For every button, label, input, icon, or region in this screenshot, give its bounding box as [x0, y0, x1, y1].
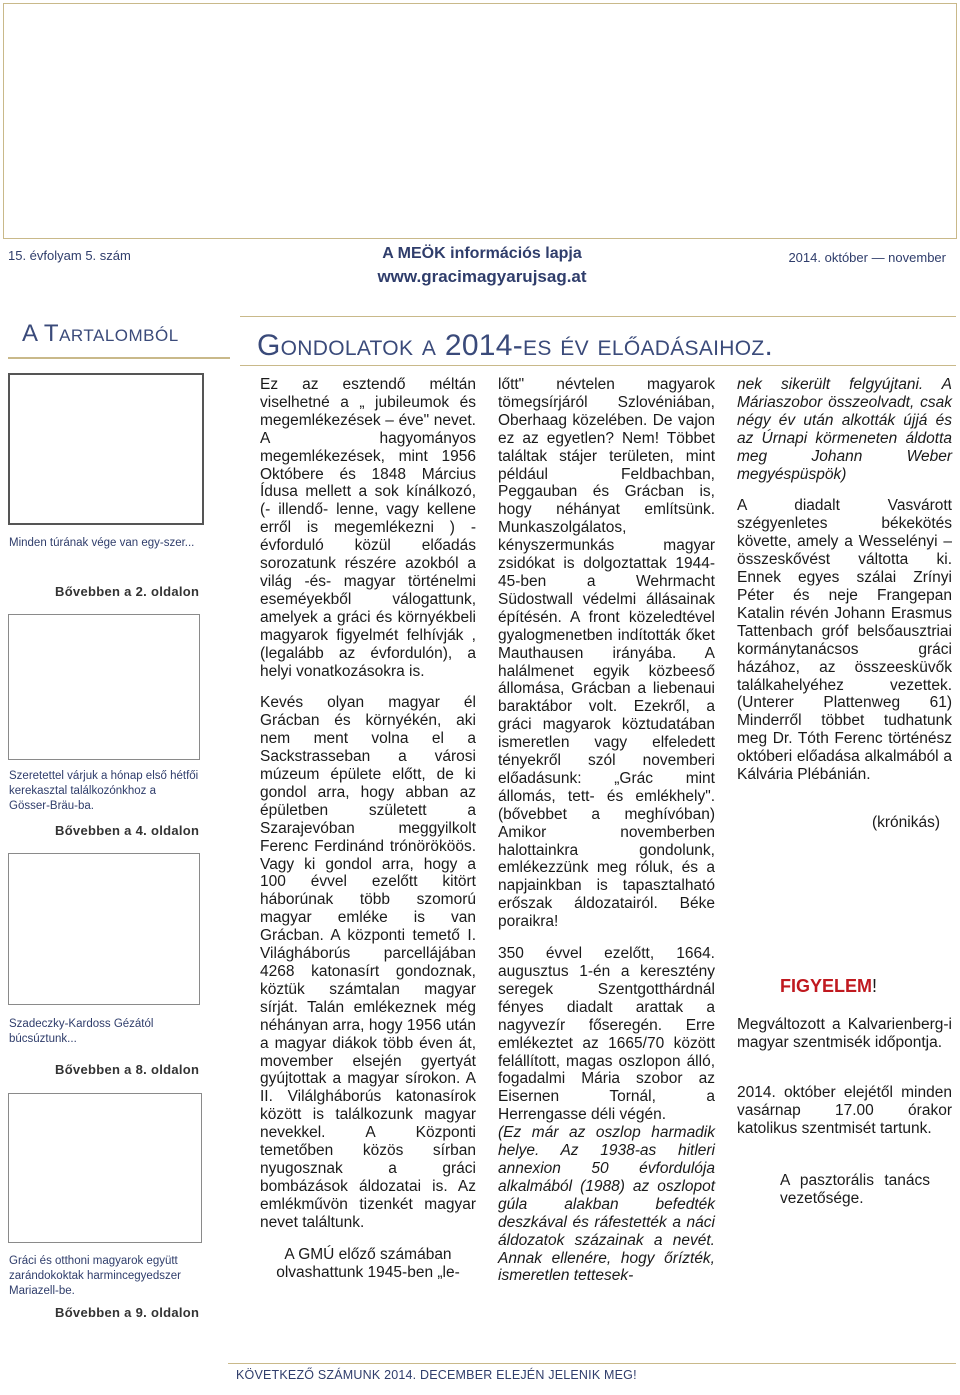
masthead-banner: [3, 3, 957, 239]
toc-item-2-desc: Szeretettel várjuk a hónap első hétfői kerekasztal találkozónkhoz a Gösser-Bräu-ba.: [9, 770, 199, 812]
title-underline: [240, 365, 956, 366]
article-paragraph-italic: (Ez már az oszlop harmadik helye. Az 1938-as hitleri annexion 50 évfordulója alkalmából (1988) az oszlopot gúla alakban befedték deszkával és ráfestették a náci áldozatok százainak a nevét. Annak ellenére, hogy őrízték, ismeretlen tettesek-: [498, 1124, 715, 1285]
header-divider: [240, 316, 956, 317]
notice-signature: A pasztorális tanács vezetősége.: [780, 1172, 930, 1207]
issue-date: 2014. október — november: [788, 250, 946, 265]
toc-image-frame-3: [8, 853, 200, 1005]
notice-paragraph-2: 2014. október elejétől minden vasárnap 17.00 órakor katolikus szentmisét tartunk.: [737, 1084, 952, 1137]
toc-item-4-desc: Gráci és otthoni magyarok együtt zarándokoktak harmincegyedszer Mariazell-be.: [9, 1255, 181, 1297]
article-paragraph: 350 évvel ezelőtt, 1664. augusztus 1-én a keresztény seregek Szentgotthárdnál fényes diadalt arattak a nagyvezír főseregén. Erre emlékeztet az 1665/70 között felállított, magas oszlopon álló, fogadalmi Mária szobor az Eisernen Tornál, a Herrengasse déli végén.: [498, 945, 715, 1124]
toc-image-frame-1: [8, 373, 204, 525]
issue-volume: 15. évfolyam 5. szám: [8, 248, 131, 263]
article-paragraph: A GMÚ előző számában olvashattunk 1945-ben „le-: [276, 1245, 460, 1281]
article-paragraph: Ez az esztendő méltán viselhetné a „ jubileumok és megemlékezések – éve" nevet. A hagyományos megemlékezések, mint 1956 Októbere és 1848 Március Ídusa mellett a sok kínálkozó, (- illendő- lenne, vagy kellene erről is megemlékezni ) - évforduló közül előadás sorozatunk részére azokból a világ -és- magyar történelmi eseméyekből válogattunk, amelyek a gráci és környékbeli magyarok figyelmét felhívják ,(legalább az évfordulón), a helyi vonatkozásokra is.: [260, 376, 476, 680]
next-issue-notice: KÖVETKEZŐ SZÁMUNK 2014. DECEMBER ELEJÉN JELENIK MEG!: [236, 1368, 637, 1382]
toc-item-1-more-link[interactable]: Bővebben a 2. oldalon: [55, 584, 200, 599]
article-column-3: [737, 376, 952, 846]
publisher-block: [352, 245, 612, 287]
notice-title-mark: !: [872, 976, 878, 996]
notice-title: [780, 976, 877, 997]
article-signature: (krónikás): [871, 813, 940, 831]
notice-title-text: FIGYELEM: [780, 976, 873, 996]
article-column-2: [498, 376, 715, 1299]
publisher-name: A MEÖK információs lapja: [382, 245, 582, 262]
article-paragraph: A diadalt Vasvárott szégyenletes békekötés követte, amely a Wesselényi – összeskővést váltotta ki. Ennek egyes szálai Zrínyi Péter és neje Frangepan Katalin révén Johann Erasmus Tattenbach gróf belsőausztriai kormánytanácsos gráci házához, az összeesküvők találkahelyéhez vezettek. (Unterer Plattenweg 61) Minderről többet tudhatunk meg Dr. Tóth Ferenc történész októberi előadása alkalmából a Kálvária Plébánián.: [737, 497, 952, 784]
article-paragraph: Kevés olyan magyar él Grácban és környékén, aki nem ment volna el a Sackstrasseban a városi múzeum épülete előtt, de ki gondol arra, hogy abban az épületben született a Szarajevóban meggyilkolt Ferenc Ferdinánd trónörököös. Vagy ki gondol arra, hogy a 100 évvel ezelőtt kitört háborúnak több szomorú magyar emléke is van Grácban. A központi temető I. Világháborús parcellájában 4268 katonasírt gondoznak, köztük számtalan magyar sírját. Talán emlékeznek még néhányan arra, hogy 1956 után a magyar diákok több éven át, movember elsején gyertyát gyújtottak a magyar sírokon. A II. Vilálgháborús katonasírok között is találkozunk magyar nevekkel. A Központi temetőben közös sírban nyugosznak a gráci bombázások áldozatai is. Az emlékművön tizenkét magyar nevet találtunk.: [260, 694, 476, 1231]
article-column-1: [260, 376, 476, 1295]
article-paragraph-italic: nek sikerült felgyújtani. A Máriaszobor összeolvadt, csak négy év után alkották újjá és az Úrnapi körmeneten áldotta meg Johann Weber megyéspüspök): [737, 376, 952, 483]
toc-title-underline: [8, 357, 230, 359]
article-paragraph: lőtt" névtelen magyarok tömegsírjáról Szlovéniában, Oberhaag közelében. De vajon ez az egyetlen? Nem! Többet találtak stájer területen, mint például Feldbachban, Peggauban és Grácban is, hogy néhányat említsünk. Munkaszolgálatos, kényszermunkás magyar zsidókat is dolgoztattak 1944-45-ben a Wehrmacht Südostwall védelmi állásainak építésén. A front közeledtével gyalogmenetben indították őket Mauthausen irányába. A halálmenet egyik közbeeső állomása, Grácban a liebenaui baraktábor volt. Ezekről, a gráci magyarok köztudatában ismeretlen vagy elfeledett tényekről szól novemberi előadásunk: „Grác mint állomás, tett- és emlékhely". (bővebbet a meghívóban) Amikor novemberben halottainkra gondolunk, emlékezzünk meg róluk, és a napjainkban is tapasztalható erőszak áldozatairól. Béke poraikra!: [498, 376, 715, 931]
footer-divider: [228, 1363, 956, 1364]
toc-title: A Tartalomból: [22, 320, 179, 347]
toc-item-1-desc: Minden túrának vége van egy-szer...: [9, 537, 195, 549]
toc-image-frame-4: [8, 1093, 202, 1243]
toc-item-2-more-link[interactable]: Bővebben a 4. oldalon: [55, 823, 200, 838]
toc-item-4-more-link[interactable]: Bővebben a 9. oldalon: [55, 1305, 200, 1320]
notice-paragraph-1: Megváltozott a Kalvarienberg-i magyar szentmisék időpontja.: [737, 1016, 952, 1051]
toc-item-3-desc: Szadeczky-Kardoss Gézától búcsúztunk...: [9, 1018, 154, 1045]
toc-item-3-more-link[interactable]: Bővebben a 8. oldalon: [55, 1062, 200, 1077]
toc-image-frame-2: [8, 614, 200, 760]
website-link[interactable]: www.gracimagyarujsag.at: [377, 267, 587, 286]
article-title: Gondolatok a 2014-es év előadásaihoz.: [257, 329, 774, 362]
